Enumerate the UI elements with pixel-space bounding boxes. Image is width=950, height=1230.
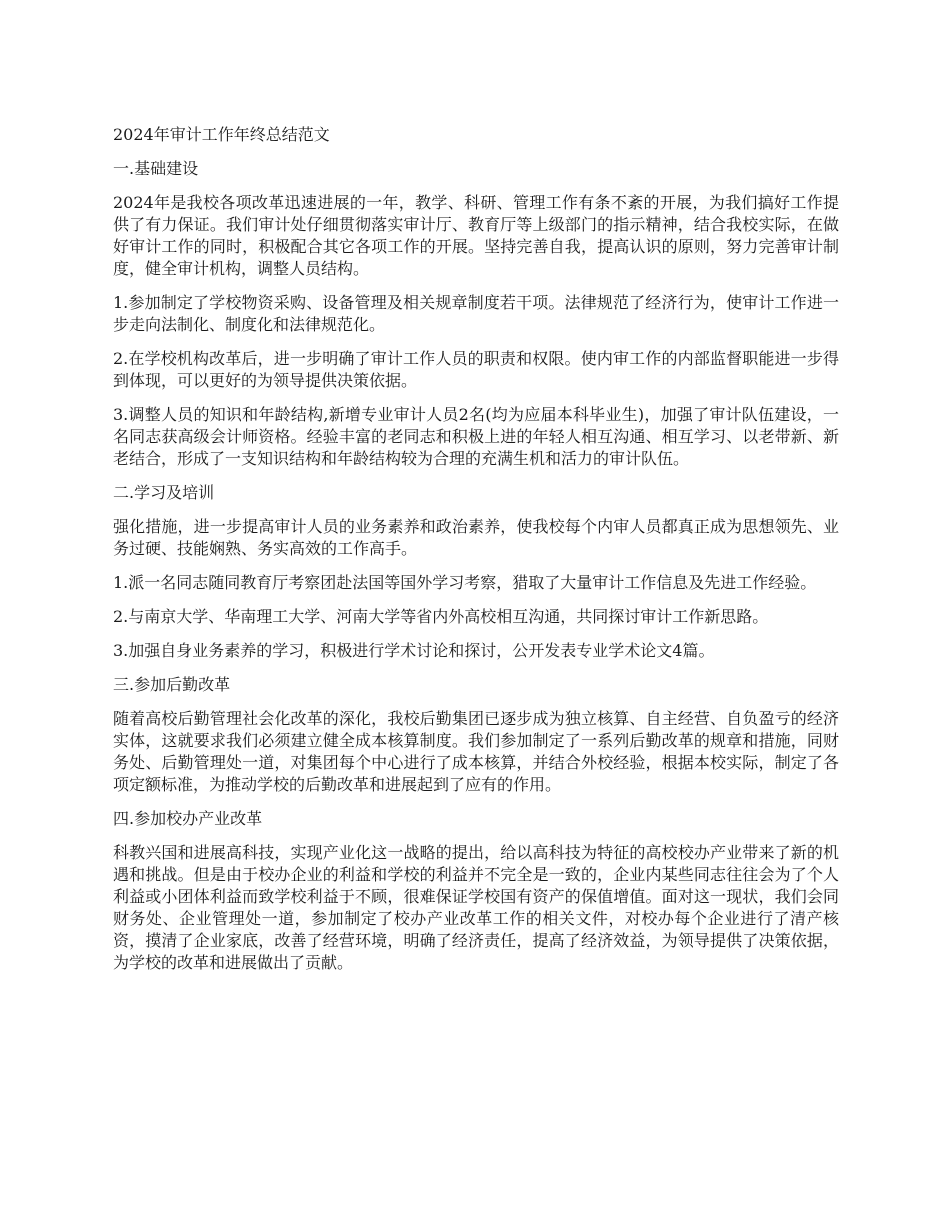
list-item: 1.派一名同志随同教育厅考察团赴法国等国外学习考察，猎取了大量审计工作信息及先进工作经验。 bbox=[113, 573, 817, 592]
section-heading: 三.参加后勤改革 bbox=[113, 675, 231, 694]
section-heading: 四.参加校办产业改革 bbox=[113, 809, 263, 828]
section-heading: 二.学习及培训 bbox=[113, 483, 215, 502]
list-item: 1.参加制定了学校物资采购、设备管理及相关规章制度若干项。法律规范了经济行为，使审计工作进一步走向法制化、制度化和法律规范化。 bbox=[113, 293, 839, 334]
section-heading: 一.基础建设 bbox=[113, 159, 199, 178]
list-item: 2.与南京大学、华南理工大学、河南大学等省内外高校相互沟通，共同探讨审计工作新思路。 bbox=[113, 607, 769, 626]
document-title: 2024年审计工作年终总结范文 bbox=[113, 125, 330, 144]
list-item: 2.在学校机构改革后，进一步明确了审计工作人员的职责和权限。使内审工作的内部监督职能进一步得到体现，可以更好的为领导提供决策依据。 bbox=[113, 349, 839, 390]
document-page bbox=[113, 124, 839, 986]
paragraph: 科教兴国和进展高科技，实现产业化这一战略的提出，给以高科技为特征的高校校办产业带来了新的机遇和挑战。但是由于校办企业的利益和学校的利益并不完全是一致的，企业内某些同志往往会为了个人利益或小团体利益而致学校利益于不顾，很难保证学校国有资产的保值增值。面对这一现状，我们会同财务处、企业管理处一道，参加制定了校办产业改革工作的相关文件，对校办每个企业进行了清产核资，摸清了企业家底，改善了经营环境，明确了经济责任，提高了经济效益，为领导提供了决策依据，为学校的改革和进展做出了贡献。 bbox=[113, 843, 839, 972]
paragraph: 随着高校后勤管理社会化改革的深化，我校后勤集团已逐步成为独立核算、自主经营、自负盈亏的经济实体，这就要求我们必须建立健全成本核算制度。我们参加制定了一系列后勤改革的规章和措施，同财务处、后勤管理处一道，对集团每个中心进行了成本核算，并结合外校经验，根据本校实际，制定了各项定额标准，为推动学校的后勤改革和进展起到了应有的作用。 bbox=[113, 709, 839, 794]
list-item: 3.加强自身业务素养的学习，积极进行学术讨论和探讨，公开发表专业学术论文4篇。 bbox=[113, 641, 715, 660]
list-item: 3.调整人员的知识和年龄结构,新增专业审计人员2名(均为应届本科毕业生)，加强了审计队伍建设，一名同志获高级会计师资格。经验丰富的老同志和积极上进的年轻人相互沟通、相互学习、以老带新、新老结合，形成了一支知识结构和年龄结构较为合理的充满生机和活力的审计队伍。 bbox=[113, 405, 839, 468]
paragraph: 强化措施，进一步提高审计人员的业务素养和政治素养，使我校每个内审人员都真正成为思想领先、业务过硬、技能娴熟、务实高效的工作高手。 bbox=[113, 517, 839, 558]
paragraph: 2024年是我校各项改革迅速进展的一年，教学、科研、管理工作有条不紊的开展，为我们搞好工作提供了有力保证。我们审计处仔细贯彻落实审计厅、教育厅等上级部门的指示精神，结合我校实际，在做好审计工作的同时，积极配合其它各项工作的开展。坚持完善自我，提高认识的原则，努力完善审计制度，健全审计机构，调整人员结构。 bbox=[113, 193, 839, 278]
